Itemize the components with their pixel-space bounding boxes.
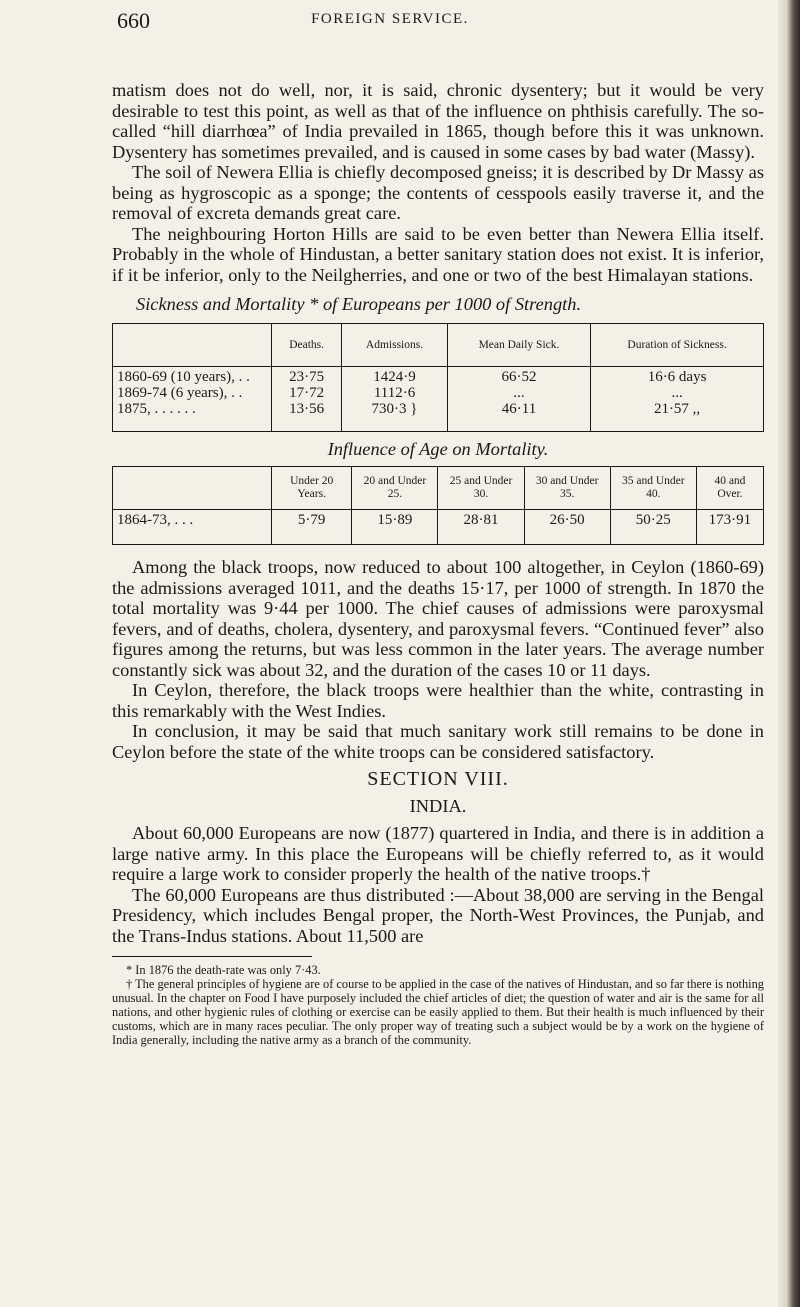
paragraph: Among the black troops, now reduced to about 100 altogether, in Ceylon (1860-69) the admissions averaged 1011, and the deaths 15·17, per 1000 of strength. In 1870 the total mortality was 9·44 per 1000. The chief causes of admissions were paroxysmal fevers, and of deaths, cholera, dysentery, and paroxysmal fevers. “Continued fever” also figures among the returns, but was less common in the later years. The average number constantly sick was about 32, and the duration of the cases 10 or 11 days. [112,557,764,680]
body-text [112,80,764,1047]
column-header: 30 and Under 35. [524,467,610,510]
footnote: † The general principles of hygiene are of course to be applied in the case of the natives of Hindustan, and so far there is nothing unusual. In the chapter on Food I have purposely included the chief articles of diet; the question of water and air is the same for all nations, and other hygienic rules of clothing or exercise can be easily applied to them. But their health is much influenced by their customs, which are in many races peculiar. The only proper way of treating such a subject would be by a work on the hygiene of India generally, including the native army as a branch of the community. [112,977,764,1047]
paragraph: In Ceylon, therefore, the black troops were healthier than the white, contrasting in this remarkably with the West Indies. [112,680,764,721]
column-header: 25 and Under 30. [438,467,524,510]
mean-sick-cells [447,367,590,432]
paragraph: The soil of Newera Ellia is chiefly decomposed gneiss; it is described by Dr Massy as being as hygroscopic as a sponge; the contents of cesspools easily traverse it, and the removal of excreta demands great care. [112,162,764,223]
table-cell: 28·81 [438,510,524,545]
column-header: Deaths. [272,324,342,367]
table-cell: 1424·9 [373,369,416,385]
table-cell: 26·50 [524,510,610,545]
sickness-mortality-table [112,323,764,432]
row-label: 1860-69 (10 years), . . [117,369,250,385]
table-cell: 17·72 [289,385,325,401]
table-header-row [113,467,764,510]
footnote-rule [112,956,312,957]
table-cell: 66·52 [501,369,537,385]
column-header [113,324,272,367]
table-cell: 15·89 [352,510,438,545]
table-cell: 21·57 ,, [653,401,701,417]
page-number: 660 [117,8,150,33]
table-cell: 1112·6 [373,385,416,401]
table-cell: 173·91 [696,510,763,545]
table-cell: ... [671,385,683,401]
paragraph: In conclusion, it may be said that much sanitary work still remains to be done in Ceylon before the state of the white troops can be considered satisfactory. [112,721,764,762]
paragraph: The 60,000 Europeans are thus distributed :—About 38,000 are serving in the Bengal Presidency, which includes Bengal proper, the North-West Provinces, the Punjab, and the Trans-Indus stations. About 11,500 are [112,884,764,946]
column-header: Mean Daily Sick. [447,324,590,367]
running-head: FOREIGN SERVICE. [311,11,469,27]
column-header: 40 and Over. [696,467,763,510]
page-edge-shadow [778,0,800,1307]
section-heading: SECTION VIII. [367,768,509,790]
table-row [113,367,764,432]
duration-cells [591,367,764,432]
row-label: 1875, . . . . . . [117,401,196,417]
table-caption: Sickness and Mortality * of Europeans per 1000 of Strength. [136,294,582,314]
table-cell: 13·56 [289,401,325,417]
row-label: 1864-73, . . . [113,510,272,545]
row-label: 1869-74 (6 years), . . [117,385,243,401]
column-header: Admissions. [342,324,448,367]
table-cell: 730·3 } [371,401,418,417]
column-header: 35 and Under 40. [610,467,696,510]
footnotes [112,963,764,1047]
page-header [0,8,780,33]
table-cell: 5·79 [272,510,352,545]
paragraph: The neighbouring Horton Hills are said to be even better than Newera Ellia itself. Probably in the whole of Hindustan, a better sanitary station does not exist. It is inferior, if it be inferior, only to the Neilgherries, and one or two of the best Himalayan stations. [112,223,764,285]
table-cell: ... [513,385,525,401]
column-header [113,467,272,510]
age-mortality-table [112,466,764,545]
table-cell: 23·75 [289,369,325,385]
table-cell: 46·11 [501,401,537,417]
column-header: Duration of Sickness. [591,324,764,367]
table-header-row [113,324,764,367]
row-labels [113,367,272,432]
footnote: * In 1876 the death-rate was only 7·43. [126,963,321,977]
deaths-cells [272,367,342,432]
table-cell: 16·6 days [647,369,707,385]
section-subheading: INDIA. [409,796,467,816]
paragraph: matism does not do well, nor, it is said, chronic dysentery; but it would be very desirable to test this point, as well as that of the influence on phthisis carefully. The so-called “hill diarrhœa” of India prevailed in 1865, though before this it was unknown. Dysentery has sometimes prevailed, and is caused in some cases by bad water (Massy). [112,80,764,162]
table-caption: Influence of Age on Mortality. [327,439,549,459]
column-header: Under 20 Years. [272,467,352,510]
table-row [113,510,764,545]
table-cell: 50·25 [610,510,696,545]
paragraph: About 60,000 Europeans are now (1877) quartered in India, and there is in addition a large native army. In this place the Europeans will be chiefly referred to, as it would require a large work to consider properly the health of the native troops.† [112,823,764,884]
column-header: 20 and Under 25. [352,467,438,510]
admissions-cells [342,367,448,432]
